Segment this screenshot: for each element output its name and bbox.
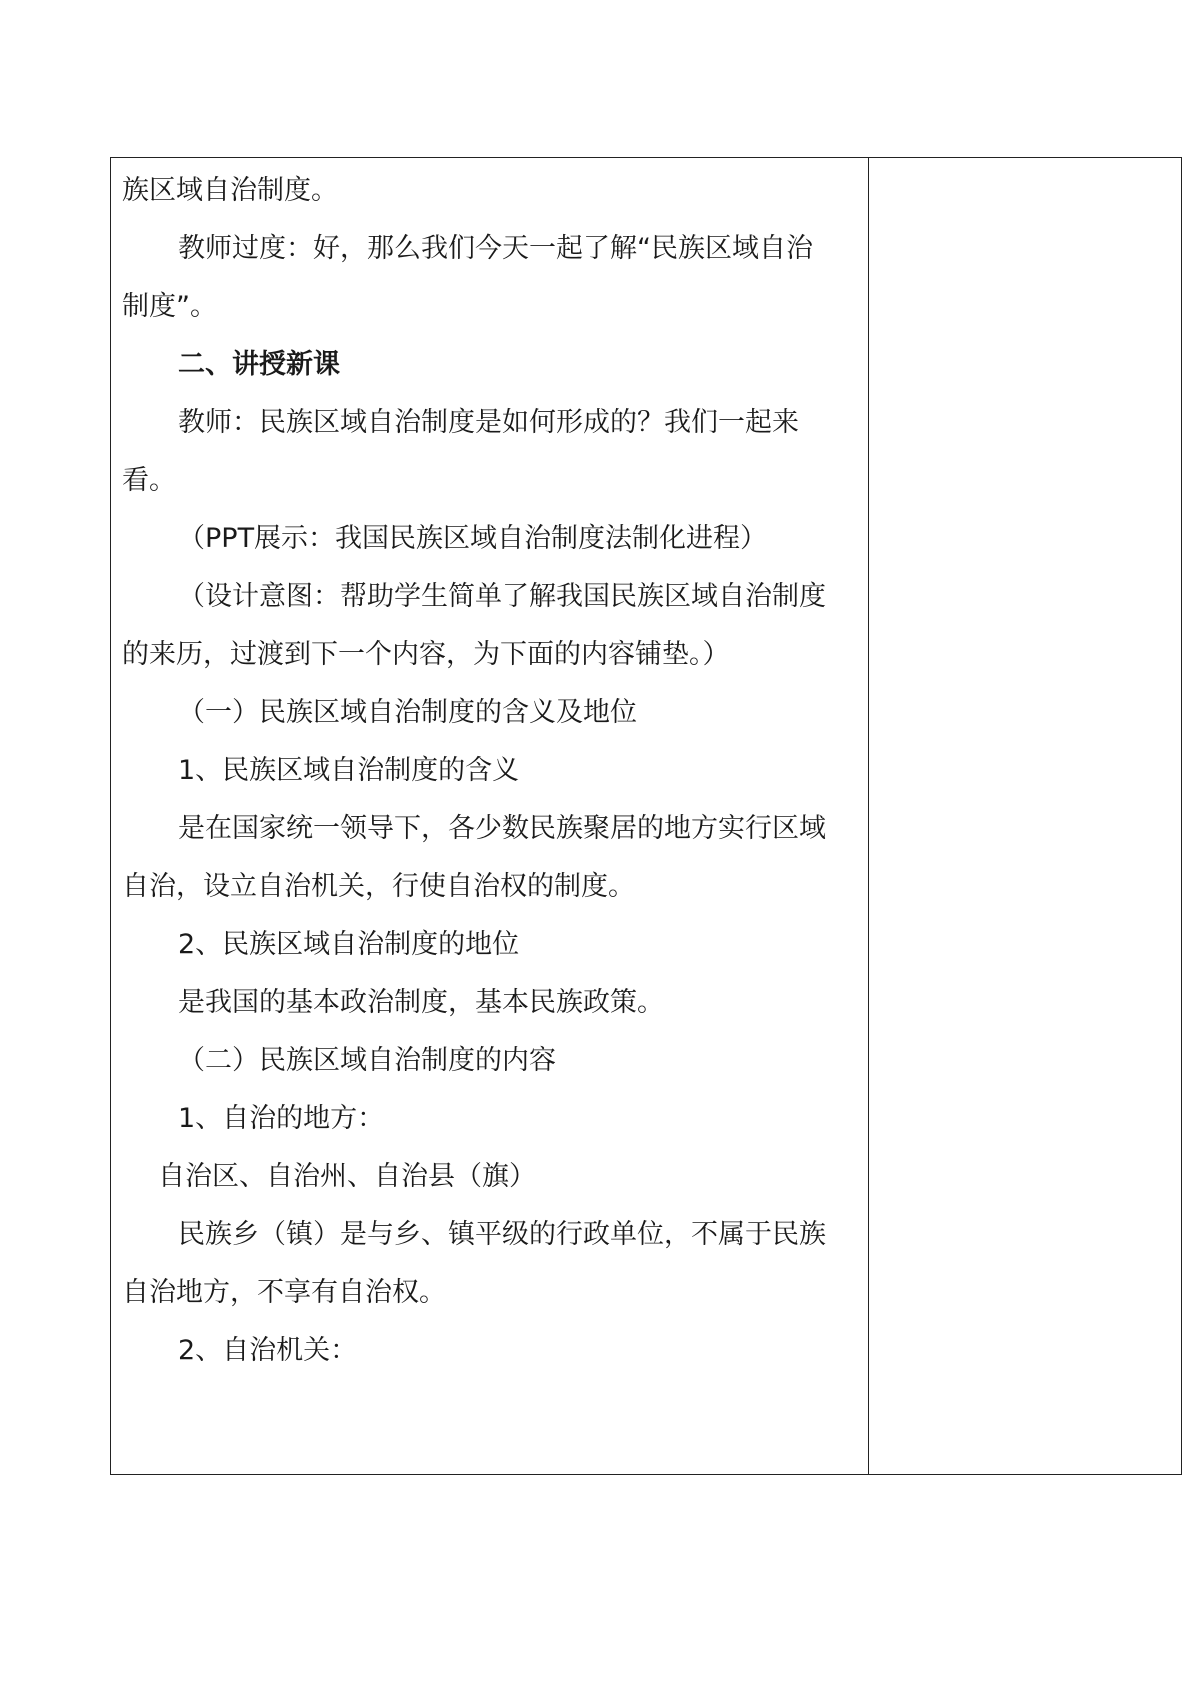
paragraph-line: （设计意图：帮助学生简单了解我国民族区域自治制度: [178, 581, 826, 612]
paragraph-line: 自治区、自治州、自治县（旗）: [158, 1161, 536, 1192]
list-item: 2、自治机关：: [178, 1335, 358, 1366]
paragraph-line: 族区域自治制度。: [122, 175, 338, 206]
paragraph-line: 自治，设立自治机关，行使自治权的制度。: [122, 871, 635, 902]
list-item: 1、自治的地方：: [178, 1103, 385, 1134]
subsection-heading: （二）民族区域自治制度的内容: [178, 1045, 556, 1076]
paragraph-line: 是我国的基本政治制度，基本民族政策。: [178, 987, 664, 1018]
list-item: 1、民族区域自治制度的含义: [178, 755, 520, 786]
paragraph-line: 教师过度：好，那么我们今天一起了解“民族区域自治: [178, 233, 813, 264]
content-cell: [111, 158, 869, 1474]
list-item: 2、民族区域自治制度的地位: [178, 929, 520, 960]
paragraph-line: 的来历，过渡到下一个内容，为下面的内容铺垫。）: [122, 639, 730, 670]
paragraph-line: 看。: [122, 465, 176, 496]
lesson-plan-table: [110, 157, 1182, 1475]
paragraph-line: （PPT展示：我国民族区域自治制度法制化进程）: [178, 523, 768, 554]
section-heading: 二、讲授新课: [178, 349, 340, 380]
paragraph-line: 是在国家统一领导下，各少数民族聚居的地方实行区域: [178, 813, 826, 844]
paragraph-line: 制度”。: [122, 291, 217, 322]
subsection-heading: （一）民族区域自治制度的含义及地位: [178, 697, 637, 728]
paragraph-line: 民族乡（镇）是与乡、镇平级的行政单位，不属于民族: [178, 1219, 826, 1250]
paragraph-line: 自治地方，不享有自治权。: [122, 1277, 446, 1308]
paragraph-line: 教师：民族区域自治制度是如何形成的？我们一起来: [178, 407, 799, 438]
notes-cell: [869, 158, 1181, 1474]
